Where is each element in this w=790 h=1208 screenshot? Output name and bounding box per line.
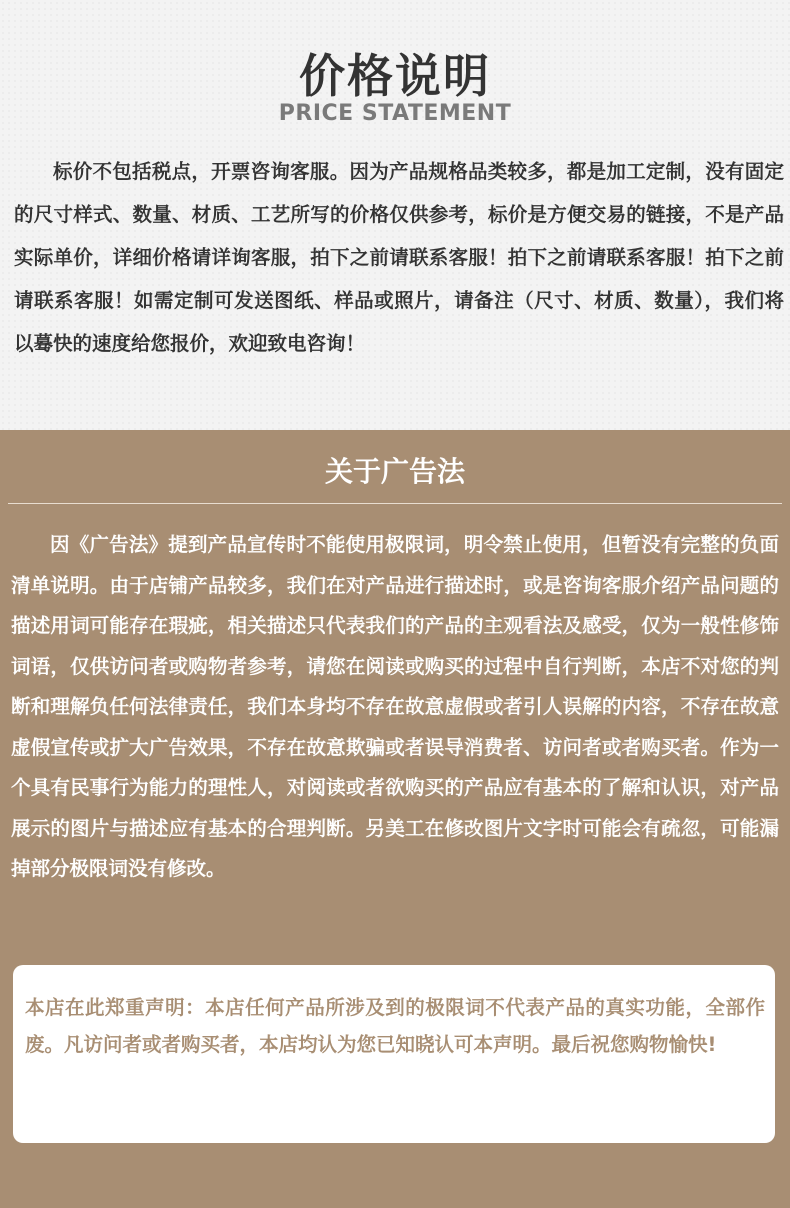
notice-text: 本店在此郑重声明：本店任何产品所涉及到的极限词不代表产品的真实功能，全部作废。凡访问者或者购买者，本店均认为您已知晓认可本声明。最后祝您购物愉快!	[25, 996, 765, 1056]
ad-law-section	[0, 430, 790, 1208]
price-statement-section	[0, 0, 790, 430]
price-description: 标价不包括税点，开票咨询客服。因为产品规格品类较多，都是加工定制，没有固定的尺寸样式、数量、材质、工艺所写的价格仅供参考，标价是方便交易的链接，不是产品实际单价，详细价格请详询客服，拍下之前请联系客服！拍下之前请联系客服！拍下之前请联系客服！如需定制可发送图纸、样品或照片，请备注（尺寸、材质、数量），我们将以蓦快的速度给您报价，欢迎致电咨询！	[14, 160, 784, 355]
ad-law-divider	[8, 503, 782, 504]
price-title: 价格说明	[299, 49, 491, 103]
notice-card	[13, 965, 775, 1143]
price-subtitle: PRICE STATEMENT	[278, 101, 512, 126]
ad-law-title: 关于广告法	[324, 455, 465, 488]
ad-law-description: 因《广告法》提到产品宣传时不能使用极限词，明令禁止使用，但暂没有完整的负面清单说明。由于店铺产品较多，我们在对产品进行描述时，或是咨询客服介绍产品问题的描述用词可能存在瑕疵，相关描述只代表我们的产品的主观看法及感受，仅为一般性修饰词语，仅供访问者或购物者参考，请您在阅读或购买的过程中自行判断，本店不对您的判断和理解负任何法律责任，我们本身均不存在故意虚假或者引人误解的内容，不存在故意虚假宣传或扩大广告效果，不存在故意欺骗或者误导消费者、访问者或者购买者。作为一个具有民事行为能力的理性人，对阅读或者欲购买的产品应有基本的了解和认识，对产品展示的图片与描述应有基本的合理判断。另美工在修改图片文字时可能会有疏忽，可能漏掉部分极限词没有修改。	[11, 533, 779, 880]
